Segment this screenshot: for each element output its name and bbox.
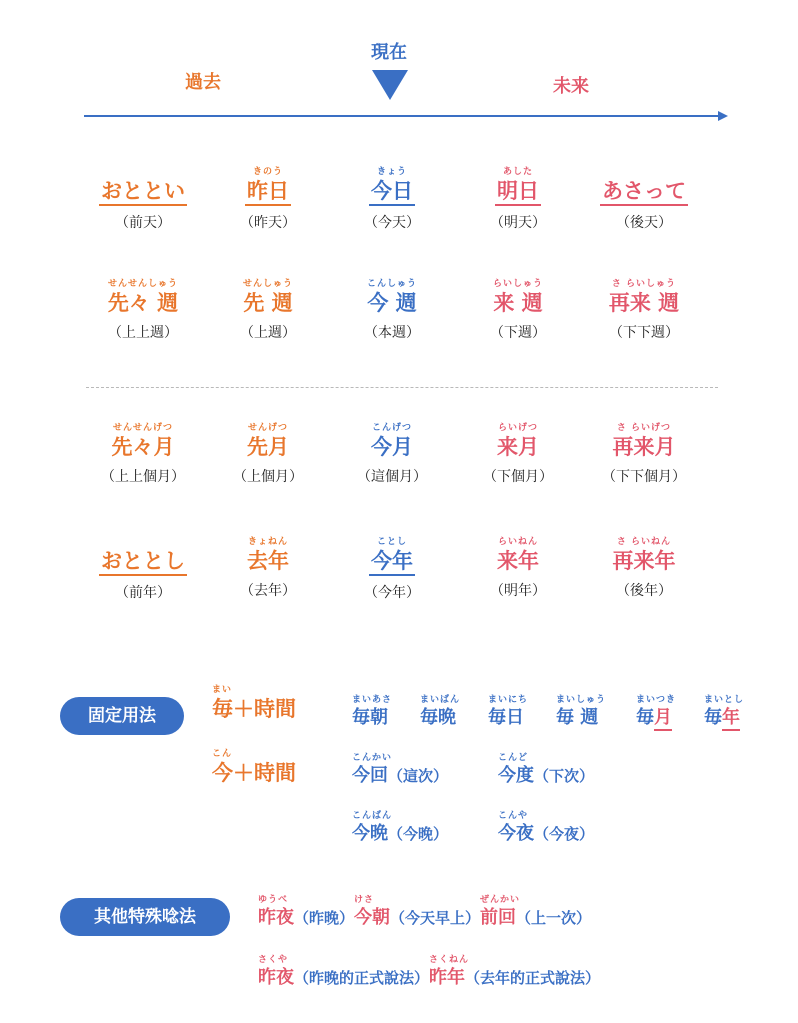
japanese-word: 今年 — [369, 548, 415, 576]
special-item — [429, 954, 600, 990]
kon-item-ruby: こんど — [498, 753, 529, 763]
special-row-2 — [258, 954, 600, 990]
future-label: 未来 — [553, 76, 589, 97]
special-ruby: ぜんかい — [480, 895, 521, 905]
kon-item-word: 今夜 — [498, 823, 534, 844]
special-word: 昨夜 — [258, 907, 294, 928]
kon-ruby: こん — [212, 749, 233, 759]
days-cell — [448, 166, 588, 232]
mai-group — [212, 684, 296, 722]
special-zh: （昨晚） — [294, 909, 355, 927]
special-zh: （上一次） — [516, 909, 592, 927]
japanese-word: 再来月 — [612, 435, 676, 459]
days-cell — [198, 166, 338, 232]
months-cell — [322, 422, 462, 486]
years-cell — [73, 536, 213, 602]
kon-item — [352, 752, 448, 788]
chinese-meaning: （今年） — [364, 585, 420, 601]
ruby-text: せんせんげつ — [112, 423, 173, 433]
mai-item-word: 毎朝 — [352, 707, 388, 728]
days-cell — [322, 166, 462, 232]
chinese-meaning: （上週） — [240, 325, 296, 341]
mai-item — [704, 694, 744, 730]
japanese-word: 再来 週 — [608, 291, 680, 315]
special-zh: （今天早上） — [390, 909, 481, 927]
chinese-meaning: （前年） — [115, 585, 171, 601]
fixed-usage-badge: 固定用法 — [60, 697, 184, 735]
japanese-word: 再来年 — [612, 549, 676, 573]
kon-item — [498, 810, 594, 846]
days-cell — [73, 166, 213, 232]
mai-item-ruby: まいしゅう — [556, 695, 607, 705]
mai-item — [420, 694, 460, 730]
months-cell — [198, 422, 338, 486]
ruby-text: きょう — [376, 167, 407, 177]
chinese-meaning: （昨天） — [240, 215, 296, 231]
ruby-text: あした — [502, 167, 533, 177]
special-zh: （昨晚的正式說法） — [294, 969, 430, 987]
special-item — [258, 894, 354, 930]
japanese-word: 今 週 — [367, 291, 417, 315]
chinese-meaning: （上個月） — [233, 469, 303, 485]
years-cell — [322, 536, 462, 602]
kon-item-zh: （這次） — [388, 767, 449, 785]
japanese-word: 去年 — [247, 549, 289, 573]
timeline-arrow-icon — [80, 108, 732, 124]
kon-item-zh: （下次） — [534, 767, 595, 785]
japanese-word: 先々 週 — [107, 291, 179, 315]
kon-group — [212, 748, 296, 786]
now-label: 現在 — [371, 42, 407, 63]
chinese-meaning: （本週） — [364, 325, 420, 341]
kon-item-ruby: こんかい — [352, 753, 393, 763]
chinese-meaning: （前天） — [115, 215, 171, 231]
chinese-meaning: （下下週） — [609, 325, 679, 341]
kon-word: 今＋時間 — [212, 761, 296, 785]
mai-item-word — [636, 706, 676, 730]
special-item — [354, 894, 480, 930]
chinese-meaning: （明年） — [490, 583, 546, 599]
ruby-text: こんげつ — [371, 423, 412, 433]
mai-item — [488, 694, 528, 730]
ruby-text: せんしゅう — [242, 279, 293, 289]
ruby-text: せんせんしゅう — [107, 279, 178, 289]
chinese-meaning: （上上週） — [108, 325, 178, 341]
special-word: 今朝 — [354, 907, 391, 928]
special-row-1 — [258, 894, 591, 930]
special-word: 前回 — [480, 907, 517, 928]
chinese-meaning: （後年） — [616, 583, 672, 599]
ruby-text: さ らいねん — [616, 537, 672, 547]
ruby-text — [73, 536, 213, 548]
chinese-meaning: （後天） — [616, 215, 672, 231]
chinese-meaning: （下週） — [490, 325, 546, 341]
weeks-cell — [73, 278, 213, 342]
special-ruby: けさ — [354, 895, 375, 905]
japanese-word: 来 週 — [493, 291, 543, 315]
kon-item-ruby: こんや — [498, 811, 529, 821]
years-cell — [448, 536, 588, 600]
ruby-text: らいしゅう — [492, 279, 543, 289]
ruby-text: きのう — [252, 167, 283, 177]
weeks-cell — [574, 278, 714, 342]
japanese-word: 来年 — [497, 549, 539, 573]
japanese-word: おととし — [99, 548, 187, 576]
ruby-text — [574, 166, 714, 178]
chinese-meaning: （上上個月） — [101, 469, 185, 485]
months-cell — [73, 422, 213, 486]
years-cell — [198, 536, 338, 600]
special-ruby: さくや — [258, 955, 289, 965]
mai-item-word: 毎 週 — [556, 707, 599, 728]
kon-item-zh: （今夜） — [534, 825, 595, 843]
special-ruby: さくねん — [429, 955, 470, 965]
mai-item-word: 毎晩 — [420, 707, 456, 728]
mai-suffix-highlight: 年 — [722, 707, 740, 731]
japanese-word: 今日 — [369, 178, 415, 206]
mai-prefix: 毎 — [636, 707, 654, 728]
now-marker-icon — [360, 68, 420, 102]
ruby-text: さ らいげつ — [616, 423, 672, 433]
chinese-meaning: （今天） — [364, 215, 420, 231]
japanese-word: 明日 — [495, 178, 541, 206]
japanese-word: 先々月 — [111, 435, 175, 459]
ruby-text — [73, 166, 213, 178]
mai-item-ruby: まいとし — [704, 695, 745, 705]
kon-item-word: 今回 — [352, 765, 388, 786]
ruby-text: こんしゅう — [366, 279, 417, 289]
mai-item-ruby: まいあさ — [352, 695, 393, 705]
japanese-word: 先 週 — [243, 291, 293, 315]
mai-ruby: まい — [212, 685, 233, 695]
japanese-word: あさって — [600, 178, 688, 206]
mai-prefix: 毎 — [704, 707, 722, 728]
mai-item-ruby: まいにち — [488, 695, 529, 705]
japanese-word: おととい — [99, 178, 187, 206]
section-divider — [86, 387, 718, 388]
past-label: 過去 — [185, 72, 221, 93]
chinese-meaning: （明天） — [490, 215, 546, 231]
mai-word: 毎＋時間 — [212, 697, 296, 721]
ruby-text: ことし — [376, 537, 407, 547]
mai-item — [636, 694, 676, 730]
kon-item-zh: （今晚） — [388, 825, 449, 843]
weeks-cell — [198, 278, 338, 342]
special-item — [258, 954, 429, 990]
mai-item — [556, 694, 606, 730]
japanese-word: 先月 — [247, 435, 289, 459]
years-cell — [574, 536, 714, 600]
special-reading-badge: 其他特殊唸法 — [60, 898, 230, 936]
mai-item-word — [704, 706, 744, 730]
mai-item-word: 毎日 — [488, 707, 524, 728]
weeks-cell — [448, 278, 588, 342]
months-cell — [448, 422, 588, 486]
ruby-text: せんげつ — [247, 423, 288, 433]
japanese-word: 今月 — [371, 435, 413, 459]
kon-item-ruby: こんばん — [352, 811, 393, 821]
ruby-text: らいねん — [497, 537, 538, 547]
japanese-word: 昨日 — [245, 178, 291, 206]
kon-item — [498, 752, 594, 788]
mai-suffix-highlight: 月 — [654, 707, 672, 731]
chinese-meaning: （這個月） — [357, 469, 427, 485]
special-item — [480, 894, 591, 930]
special-zh: （去年的正式說法） — [465, 969, 601, 987]
japanese-word: 来月 — [497, 435, 539, 459]
weeks-cell — [322, 278, 462, 342]
chinese-meaning: （下下個月） — [602, 469, 686, 485]
mai-item-ruby: まいばん — [420, 695, 461, 705]
special-word: 昨年 — [429, 967, 466, 988]
days-cell — [574, 166, 714, 232]
ruby-text: きょねん — [247, 537, 288, 547]
ruby-text: らいげつ — [497, 423, 538, 433]
months-cell — [574, 422, 714, 486]
kon-item — [352, 810, 448, 846]
kon-item-word: 今度 — [498, 765, 534, 786]
special-word: 昨夜 — [258, 967, 294, 988]
chinese-meaning: （去年） — [240, 583, 296, 599]
kon-item-word: 今晩 — [352, 823, 388, 844]
mai-item-ruby: まいつき — [636, 695, 677, 705]
chinese-meaning: （下個月） — [483, 469, 553, 485]
ruby-text: さ らいしゅう — [611, 279, 677, 289]
mai-item — [352, 694, 392, 730]
special-ruby: ゆうべ — [258, 895, 289, 905]
